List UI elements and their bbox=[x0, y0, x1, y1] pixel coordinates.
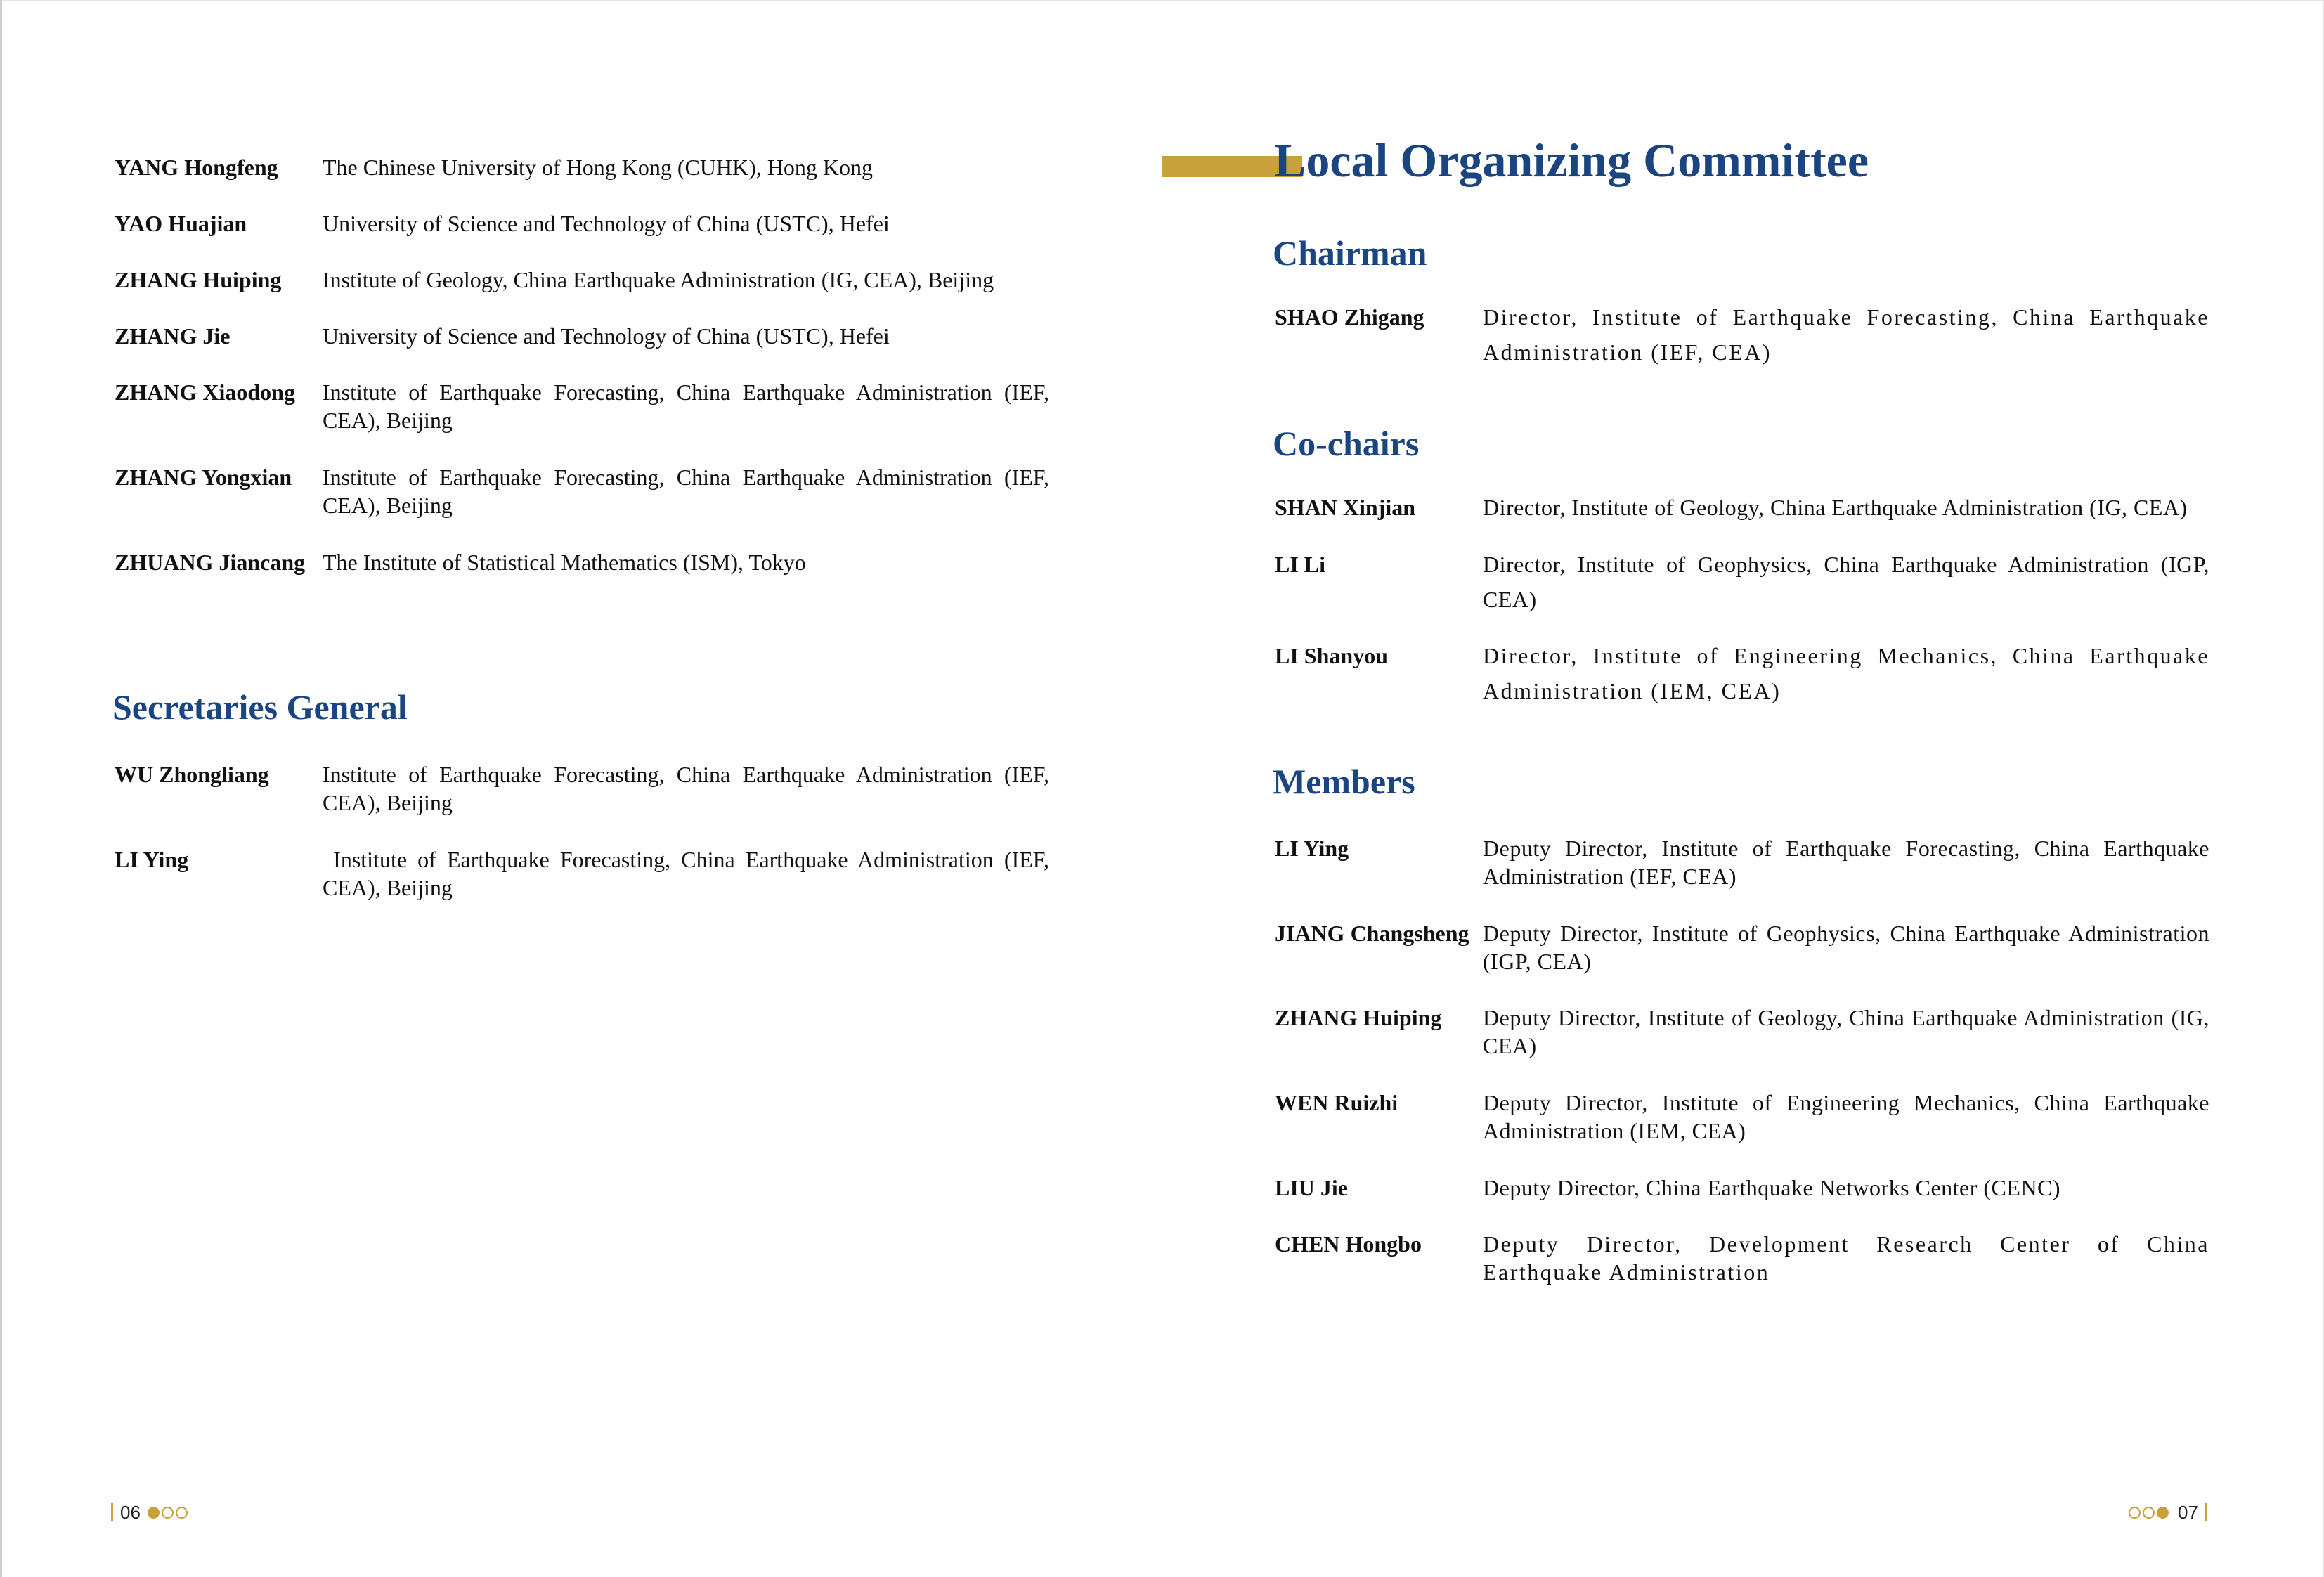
member-affiliation: University of Science and Technology of China (USTC), Hefei bbox=[323, 211, 890, 236]
filled-dot-icon bbox=[2157, 1507, 2169, 1519]
member-affiliation: Deputy Director, Development Research Center of China Earthquake Administration bbox=[1483, 1231, 2209, 1285]
member-name: LIU Jie bbox=[1275, 1175, 1348, 1200]
member-affiliation: Director, Institute of Geophysics, China Earthquake Administration (IGP, CEA) bbox=[1483, 552, 2209, 612]
member-affiliation: Institute of Earthquake Forecasting, China Earthquake Administration (IEF, CEA), Beijing bbox=[323, 379, 1049, 433]
member-name: YAO Huajian bbox=[115, 211, 247, 236]
section-heading-chairman: Chairman bbox=[1273, 233, 1427, 273]
member-affiliation: Deputy Director, China Earthquake Networks Center (CENC) bbox=[1483, 1175, 2061, 1200]
member-name: WEN Ruizhi bbox=[1275, 1090, 1398, 1115]
member-name: ZHUANG Jiancang bbox=[115, 550, 306, 575]
member-name: CHEN Hongbo bbox=[1275, 1231, 1422, 1257]
member-name: LI Shanyou bbox=[1275, 643, 1388, 668]
page-title: Local Organizing Committee bbox=[1274, 134, 1869, 187]
member-affiliation: Director, Institute of Geology, China Earthquake Administration (IG, CEA) bbox=[1483, 495, 2188, 520]
member-affiliation: Deputy Director, Institute of Engineering Mechanics, China Earthquake Administration (IEM, CEA) bbox=[1483, 1090, 2209, 1143]
section-heading-cochairs: Co-chairs bbox=[1273, 424, 1420, 463]
member-affiliation: Director, Institute of Earthquake Forecasting, China Earthquake Administration (IEF, CEA) bbox=[1483, 304, 2209, 365]
member-name: JIANG Changsheng bbox=[1275, 921, 1469, 946]
member-affiliation: Deputy Director, Institute of Geophysics, China Earthquake Administration (IGP, CEA) bbox=[1483, 921, 2209, 974]
member-name: ZHANG Jie bbox=[115, 323, 231, 349]
section-heading-members: Members bbox=[1273, 762, 1415, 801]
member-affiliation: University of Science and Technology of China (USTC), Hefei bbox=[323, 323, 890, 349]
page-footer bbox=[111, 1500, 190, 1525]
member-name: LI Li bbox=[1275, 552, 1326, 577]
page-number: 07 bbox=[2178, 1501, 2198, 1523]
member-name: ZHANG Huiping bbox=[115, 267, 282, 292]
member-name: SHAN Xinjian bbox=[1275, 495, 1416, 520]
member-affiliation: The Chinese University of Hong Kong (CUHK), Hong Kong bbox=[323, 155, 874, 180]
member-affiliation: Deputy Director, Institute of Geology, China Earthquake Administration (IG, CEA) bbox=[1483, 1005, 2209, 1058]
member-affiliation: Institute of Earthquake Forecasting, China Earthquake Administration (IEF, CEA), Beijing bbox=[323, 465, 1049, 518]
member-affiliation: Institute of Earthquake Forecasting, China Earthquake Administration (IEF, CEA), Beijing bbox=[323, 847, 1056, 900]
hollow-dot-icon bbox=[2143, 1507, 2155, 1519]
member-affiliation: Institute of Geology, China Earthquake Administration (IG, CEA), Beijing bbox=[323, 267, 994, 292]
member-name: YANG Hongfeng bbox=[115, 155, 278, 180]
member-name: LI Ying bbox=[1275, 836, 1349, 861]
member-name: LI Ying bbox=[115, 847, 189, 872]
page-number: 06 bbox=[120, 1501, 141, 1523]
page-footer bbox=[2129, 1500, 2207, 1525]
hollow-dot-icon bbox=[162, 1507, 174, 1519]
member-affiliation: Institute of Earthquake Forecasting, China Earthquake Administration (IEF, CEA), Beijing bbox=[323, 762, 1049, 815]
member-affiliation: Director, Institute of Engineering Mechanics, China Earthquake Administration (IEM, CEA) bbox=[1483, 643, 2209, 703]
hollow-dot-icon bbox=[176, 1507, 188, 1519]
filled-dot-icon bbox=[148, 1507, 160, 1519]
member-affiliation: Deputy Director, Institute of Earthquake Forecasting, China Earthquake Administration (IEF, CEA) bbox=[1483, 836, 2209, 889]
member-name: ZHANG Xiaodong bbox=[115, 379, 295, 405]
section-heading-secretaries: Secretaries General bbox=[112, 687, 408, 727]
member-name: SHAO Zhigang bbox=[1275, 304, 1424, 330]
member-affiliation: The Institute of Statistical Mathematics (ISM), Tokyo bbox=[323, 550, 806, 575]
gold-tick bbox=[2205, 1503, 2207, 1521]
right-page bbox=[1162, 0, 2323, 1577]
member-name: ZHANG Huiping bbox=[1275, 1005, 1442, 1030]
member-name: ZHANG Yongxian bbox=[115, 465, 292, 490]
member-name: WU Zhongliang bbox=[115, 762, 269, 787]
hollow-dot-icon bbox=[2129, 1507, 2141, 1519]
